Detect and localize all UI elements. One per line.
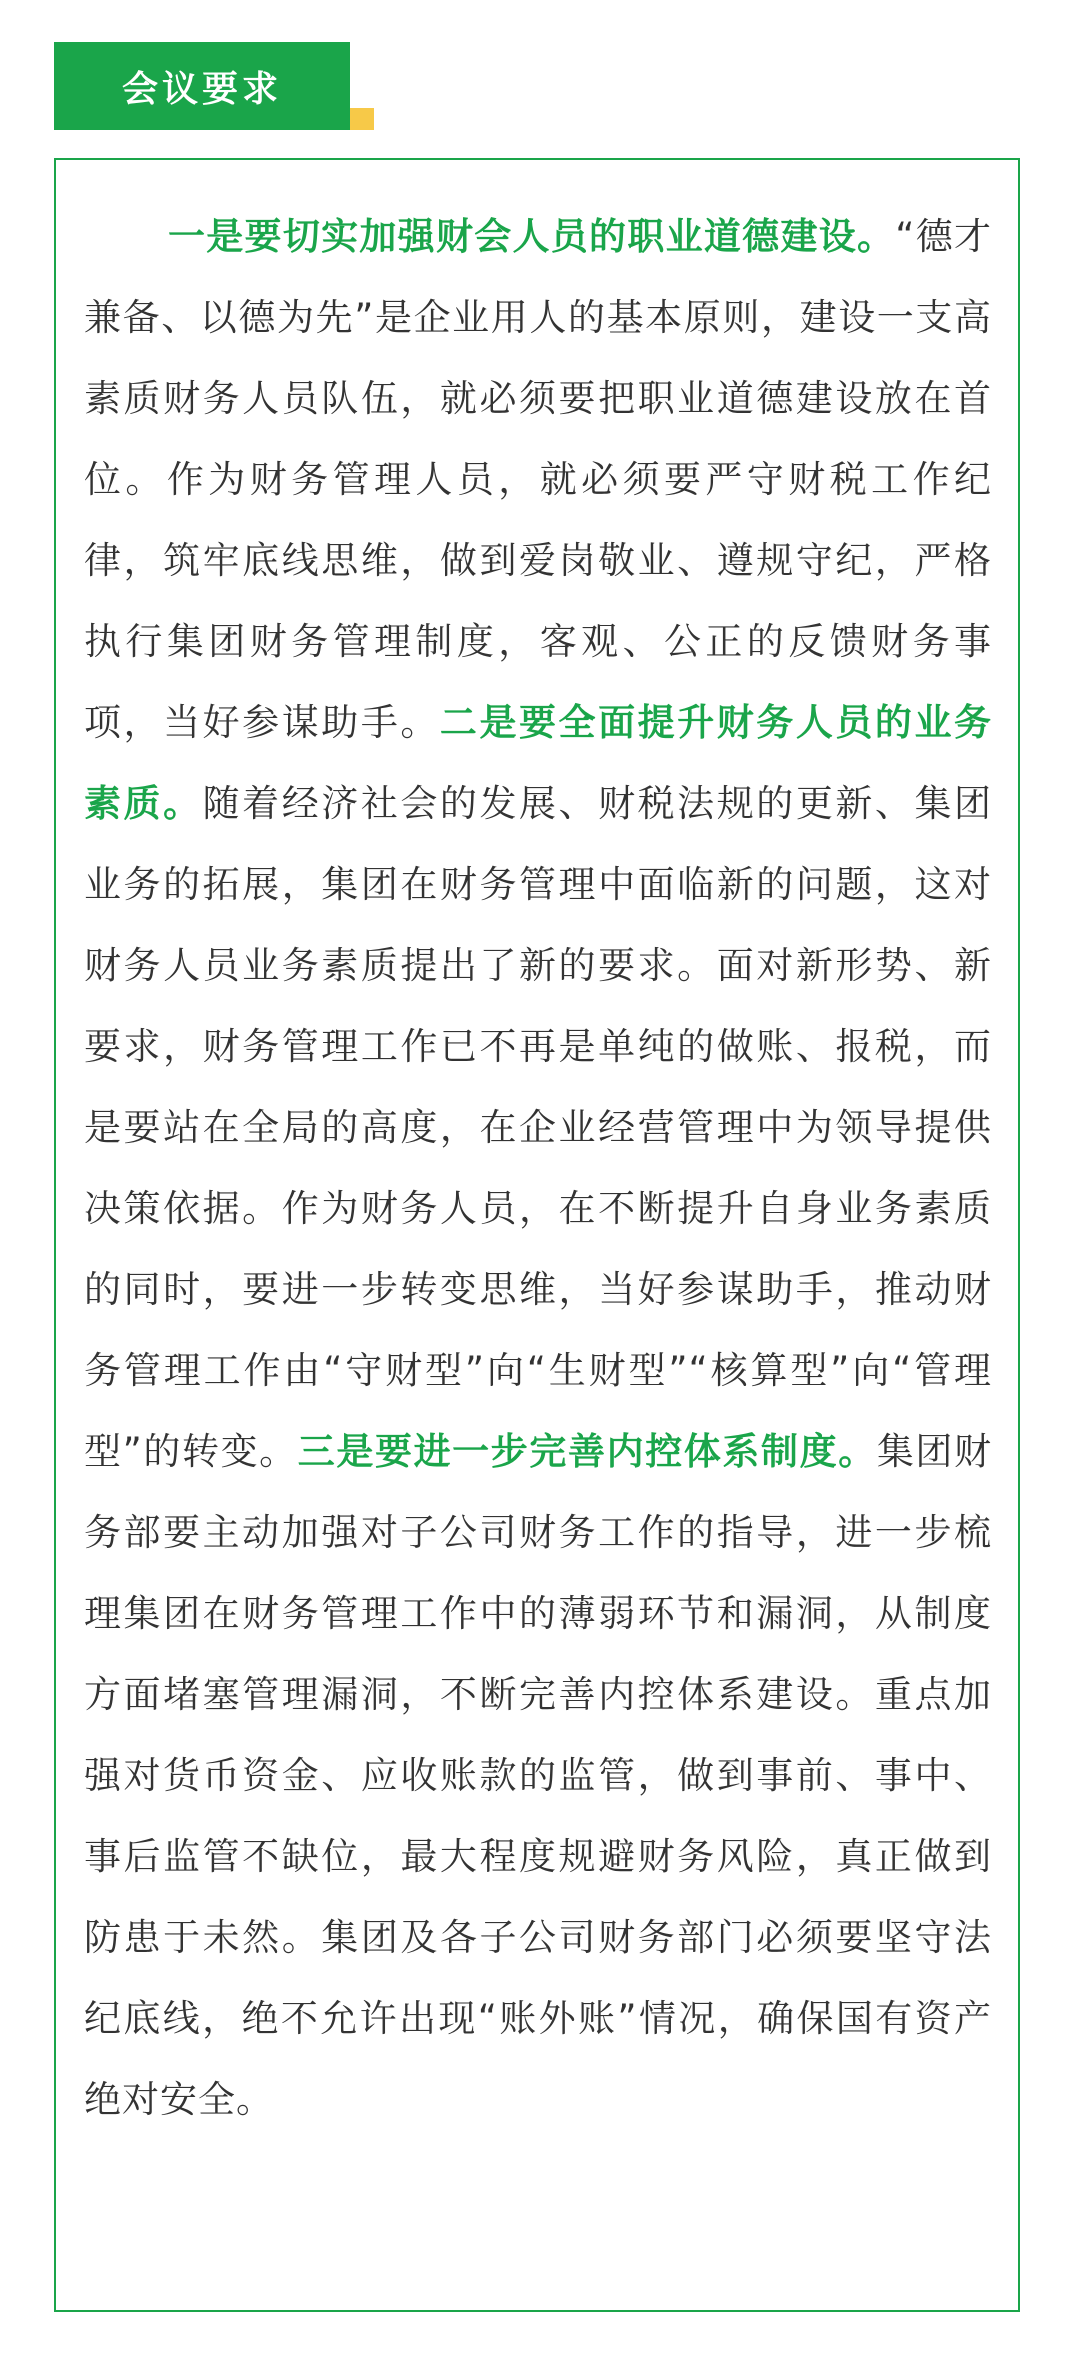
section-title-tab [54,42,350,130]
section-title: 会议要求 [121,68,282,110]
point3-text: 集团财务部要主动加强对子公司财务工作的指导，进一步梳理集团在财务管理工作中的薄弱环节和漏洞，从制度方面堵塞管理漏洞，不断完善内控体系建设。重点加强对货币资金、应收账款的监管，做到事前、事中、事后监管不缺位，最大程度规避财务风险，真正做到防患于未然。集团及各子公司财务部门必须要坚守法纪底线，绝不允许出现“账外账”情况，确保国有资产绝对安全。 [84,1430,993,2121]
point2-text: 随着经济社会的发展、财税法规的更新、集团业务的拓展，集团在财务管理中面临新的问题，这对财务人员业务素质提出了新的要求。面对新形势、新要求，财务管理工作已不再是单纯的做账、报税，而是要站在全局的高度，在企业经营管理中为领导提供决策依据。作为财务人员，在不断提升自身业务素质的同时，要进一步转变思维，当好参谋助手，推动财务管理工作由“守财型”向“生财型”“核算型”向“管理型”的转变。 [84,782,993,1473]
content-box [54,158,1020,2312]
requirements-paragraph [84,196,992,2140]
point2-heading: 二是要全面提升财务人员的业务素质。 [84,701,993,825]
decorative-square [350,108,374,130]
point1-text: “德才兼备、以德为先”是企业用人的基本原则，建设一支高素质财务人员队伍，就必须要把职业道德建设放在首位。作为财务管理人员，就必须要严守财税工作纪律，筑牢底线思维，做到爱岗敬业、遵规守纪，严格执行集团财务管理制度，客观、公正的反馈财务事项，当好参谋助手。 [84,215,993,744]
point3-heading: 三是要进一步完善内控体系制度。 [297,1430,877,1473]
point1-heading: 一是要切实加强财会人员的职业道德建设。 [168,215,896,258]
